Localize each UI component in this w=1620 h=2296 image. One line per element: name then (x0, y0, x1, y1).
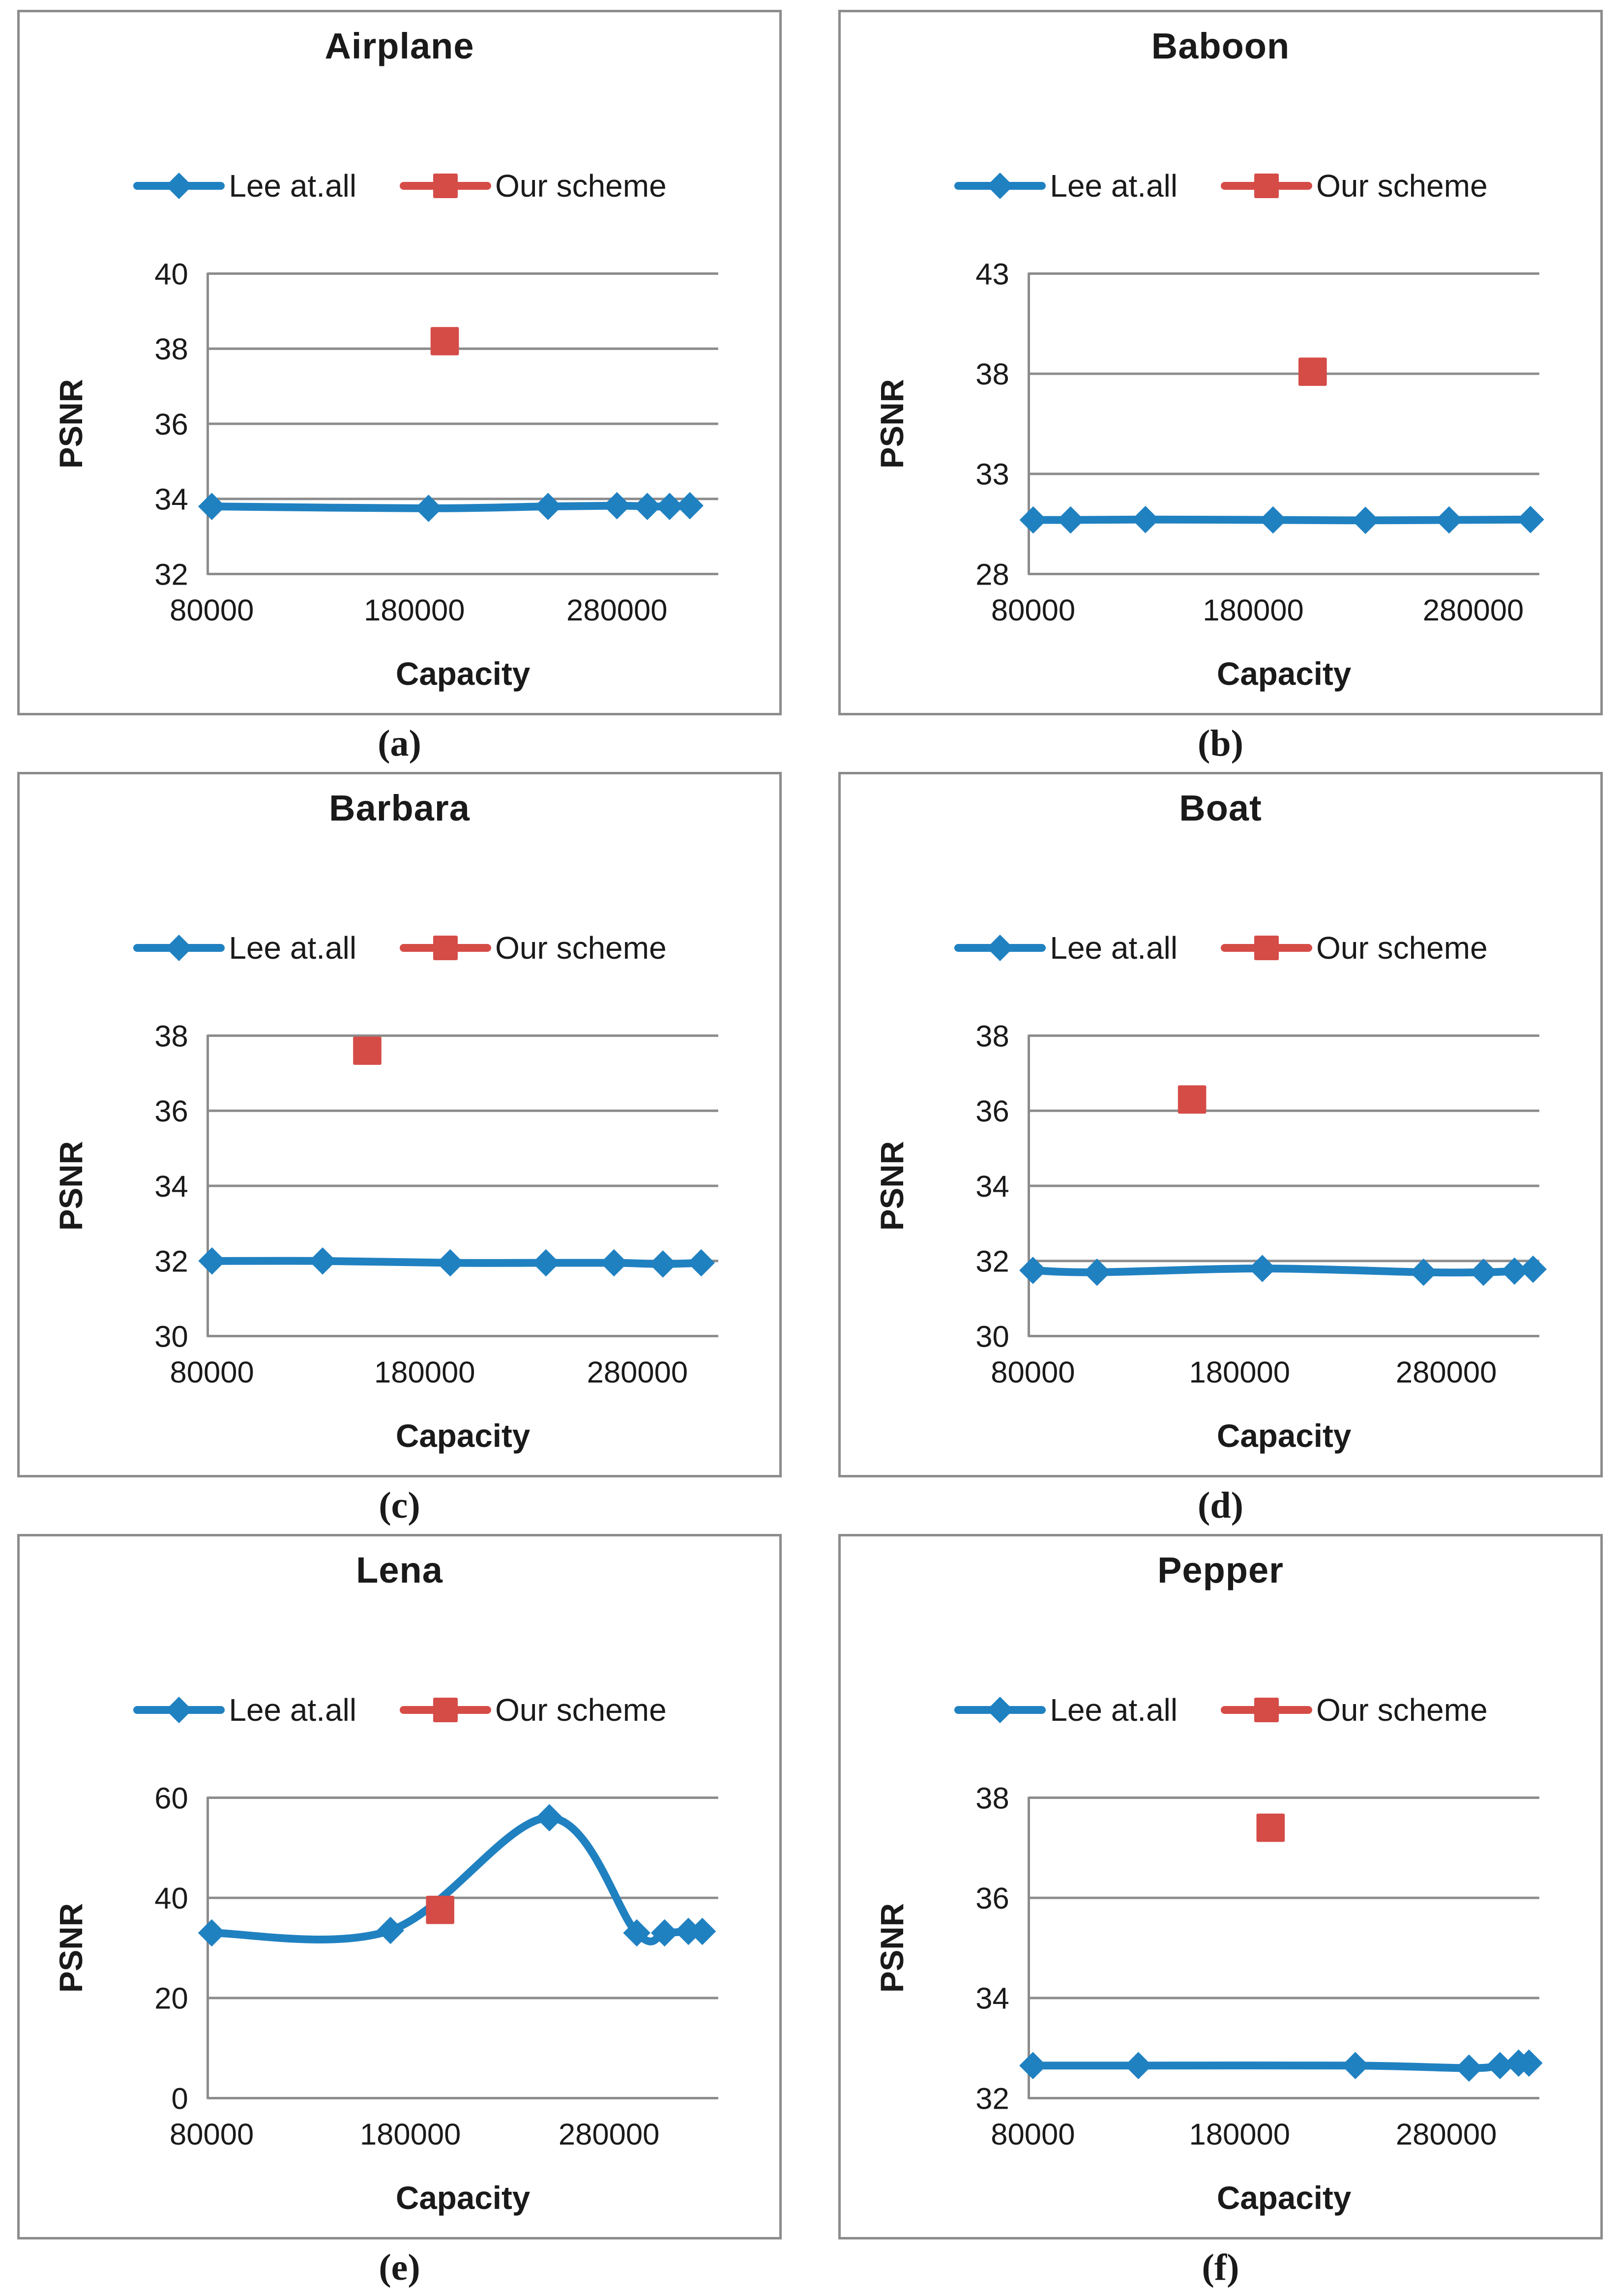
legend-item-lee (132, 168, 356, 204)
ours-line-square-icon (399, 931, 492, 965)
subfigure-caption: (e) (379, 2247, 420, 2288)
y-tick-label: 32 (975, 1244, 1009, 1279)
y-tick-label: 40 (154, 257, 188, 292)
y-tick-label: 36 (154, 407, 188, 442)
lee-data-point (1019, 2052, 1047, 2080)
x-tick-label: 180000 (374, 1355, 475, 1389)
chart-plot-barbara (20, 992, 779, 1461)
figure-cell-b (838, 10, 1603, 772)
chart-title: Baboon (1151, 26, 1290, 66)
x-tick-label: 180000 (1203, 593, 1304, 627)
x-axis-title: Capacity (396, 2180, 530, 2216)
y-axis-title: PSNR (53, 1903, 89, 1993)
legend-label-ours: Our scheme (495, 1692, 667, 1728)
y-axis-title: PSNR (53, 379, 89, 469)
chart-plot-lena (20, 1754, 779, 2223)
y-tick-label: 36 (154, 1094, 188, 1129)
subfigure-caption: (d) (1198, 1485, 1243, 1526)
chart-title: Pepper (1157, 1550, 1284, 1590)
legend-label-ours: Our scheme (1316, 168, 1488, 204)
lee-line-diamond-icon (953, 931, 1047, 965)
y-tick-label: 30 (154, 1320, 188, 1354)
x-axis-title: Capacity (396, 656, 530, 692)
chart-panel-baboon (838, 10, 1603, 715)
x-tick-label: 280000 (1395, 2117, 1497, 2151)
legend-label-ours: Our scheme (495, 168, 667, 204)
x-tick-label: 80000 (170, 1355, 254, 1389)
y-axis-title: PSNR (874, 1903, 911, 1993)
lee-data-point (536, 1804, 563, 1831)
legend-label-lee: Lee at.all (1050, 168, 1178, 204)
y-axis-title: PSNR (874, 379, 911, 469)
lee-data-point (1455, 2055, 1483, 2082)
chart-title: Boat (1179, 788, 1262, 828)
chart-plot-airplane (20, 230, 779, 699)
x-tick-label: 80000 (991, 1355, 1075, 1389)
lee-line-diamond-icon (132, 1693, 226, 1727)
legend-item-lee (953, 1692, 1178, 1728)
y-tick-label: 0 (171, 2082, 188, 2116)
chart-panel-airplane (17, 10, 782, 715)
y-tick-label: 43 (975, 257, 1009, 292)
ours-line-square-icon (399, 169, 492, 203)
chart-title: Airplane (324, 26, 474, 66)
ours-data-point (353, 1036, 382, 1065)
legend-item-ours (399, 168, 667, 204)
x-tick-label: 180000 (1189, 1355, 1291, 1389)
lee-series-line (1033, 2063, 1529, 2068)
ours-data-point (431, 327, 459, 355)
legend-label-lee: Lee at.all (1050, 1692, 1178, 1728)
ours-data-point (1257, 1814, 1285, 1842)
lee-data-point (676, 492, 704, 520)
lee-data-point (437, 1249, 464, 1277)
legend-item-ours (399, 1692, 667, 1728)
lee-data-point (534, 493, 562, 520)
chart-legend (20, 1692, 779, 1728)
chart-panel-lena (17, 1534, 782, 2239)
chart-panel-boat (838, 772, 1603, 1477)
ours-line-square-icon (1220, 1693, 1313, 1727)
legend-item-ours (399, 930, 667, 966)
ours-data-point (1178, 1086, 1207, 1114)
x-tick-label: 280000 (1395, 1355, 1497, 1389)
lee-series-line (212, 1818, 703, 1942)
x-tick-label: 280000 (558, 2117, 660, 2151)
lee-data-point (1470, 1259, 1497, 1286)
y-tick-label: 34 (975, 1981, 1009, 2016)
lee-line-diamond-icon (953, 1693, 1047, 1727)
legend-label-lee: Lee at.all (229, 168, 357, 204)
lee-data-point (1410, 1259, 1438, 1286)
y-tick-label: 38 (154, 332, 188, 367)
legend-label-lee: Lee at.all (1050, 930, 1178, 966)
lee-line-diamond-icon (953, 169, 1047, 203)
chart-title: Lena (356, 1550, 443, 1590)
x-axis-title: Capacity (1217, 1418, 1352, 1454)
x-axis-title: Capacity (1217, 656, 1352, 692)
figure-cell-d (838, 772, 1603, 1534)
chart-legend (841, 168, 1600, 204)
x-axis-title: Capacity (396, 1418, 530, 1454)
y-tick-label: 32 (154, 1244, 188, 1279)
lee-line-diamond-icon (132, 931, 226, 965)
figure-cell-a (17, 10, 782, 772)
legend-label-ours: Our scheme (495, 930, 667, 966)
x-axis-title: Capacity (1217, 2180, 1352, 2216)
x-tick-label: 280000 (587, 1355, 688, 1389)
lee-data-point (1352, 507, 1379, 534)
chart-panel-pepper (838, 1534, 1603, 2239)
y-tick-label: 33 (975, 457, 1009, 492)
lee-data-point (603, 492, 631, 520)
legend-item-ours (1220, 168, 1488, 204)
chart-panel-barbara (17, 772, 782, 1477)
chart-title: Barbara (329, 788, 470, 828)
legend-label-lee: Lee at.all (229, 1692, 357, 1728)
lee-data-point (1259, 506, 1287, 534)
y-tick-label: 38 (154, 1019, 188, 1054)
lee-data-point (1517, 506, 1544, 533)
y-tick-label: 20 (154, 1981, 188, 2016)
legend-item-ours (1220, 1692, 1488, 1728)
x-tick-label: 180000 (359, 2117, 461, 2151)
y-tick-label: 36 (975, 1882, 1009, 1916)
subfigure-caption: (a) (378, 723, 421, 764)
x-tick-label: 180000 (364, 593, 465, 627)
figure-cell-c (17, 772, 782, 1534)
ours-data-point (1298, 357, 1327, 386)
lee-data-point (1435, 506, 1463, 534)
lee-data-point (1249, 1255, 1276, 1282)
x-tick-label: 80000 (991, 593, 1076, 627)
chart-legend (20, 168, 779, 204)
legend-item-lee (132, 1692, 356, 1728)
legend-item-ours (1220, 930, 1488, 966)
x-tick-label: 280000 (1422, 593, 1524, 627)
ours-data-point (426, 1896, 454, 1924)
lee-data-point (687, 1249, 715, 1277)
lee-data-point (377, 1917, 404, 1944)
chart-plot-pepper (841, 1754, 1600, 2223)
lee-data-point (198, 1247, 226, 1275)
ours-line-square-icon (1220, 169, 1313, 203)
y-tick-label: 34 (154, 482, 188, 517)
legend-item-lee (132, 930, 356, 966)
chart-legend (841, 930, 1600, 966)
chart-plot-boat (841, 992, 1600, 1461)
lee-data-point (1083, 1259, 1111, 1286)
legend-label-ours: Our scheme (1316, 1692, 1488, 1728)
lee-data-point (198, 493, 226, 520)
lee-data-point (532, 1249, 560, 1277)
y-tick-label: 60 (154, 1781, 188, 1816)
lee-data-point (689, 1918, 716, 1945)
y-tick-label: 34 (154, 1169, 188, 1204)
legend-item-lee (953, 930, 1178, 966)
lee-data-point (600, 1249, 628, 1277)
y-tick-label: 38 (975, 1019, 1009, 1054)
x-tick-label: 180000 (1189, 2117, 1291, 2151)
chart-legend (841, 1692, 1600, 1728)
subfigure-caption: (c) (379, 1485, 420, 1526)
x-tick-label: 280000 (566, 593, 668, 627)
figure-cell-f (838, 1534, 1603, 2296)
subfigure-caption: (b) (1198, 723, 1243, 764)
lee-data-point (1519, 1256, 1547, 1283)
y-tick-label: 40 (154, 1882, 188, 1916)
lee-data-point (1020, 506, 1047, 534)
y-tick-label: 38 (975, 1781, 1009, 1816)
y-tick-label: 34 (975, 1169, 1009, 1204)
lee-line-diamond-icon (132, 169, 226, 203)
lee-data-point (649, 1250, 677, 1278)
x-tick-label: 80000 (169, 2117, 254, 2151)
y-tick-label: 28 (975, 558, 1009, 592)
lee-data-point (1132, 506, 1159, 533)
y-tick-label: 32 (975, 2082, 1009, 2116)
chart-legend (20, 930, 779, 966)
y-tick-label: 30 (975, 1320, 1009, 1354)
lee-data-point (1124, 2052, 1152, 2080)
figure-cell-e (17, 1534, 782, 2296)
legend-label-lee: Lee at.all (229, 930, 357, 966)
lee-data-point (309, 1247, 336, 1275)
y-tick-label: 36 (975, 1094, 1009, 1129)
subfigure-caption: (f) (1202, 2247, 1239, 2288)
lee-data-point (1342, 2052, 1369, 2080)
y-axis-title: PSNR (53, 1141, 89, 1231)
ours-line-square-icon (399, 1693, 492, 1727)
y-axis-title: PSNR (874, 1141, 911, 1231)
lee-data-point (198, 1919, 226, 1947)
ours-line-square-icon (1220, 931, 1313, 965)
legend-label-ours: Our scheme (1316, 930, 1488, 966)
lee-data-point (1057, 506, 1085, 534)
legend-item-lee (953, 168, 1178, 204)
x-tick-label: 80000 (991, 2117, 1075, 2151)
y-tick-label: 32 (154, 558, 188, 592)
x-tick-label: 80000 (170, 593, 254, 627)
chart-plot-baboon (841, 230, 1600, 699)
y-tick-label: 38 (975, 357, 1009, 392)
